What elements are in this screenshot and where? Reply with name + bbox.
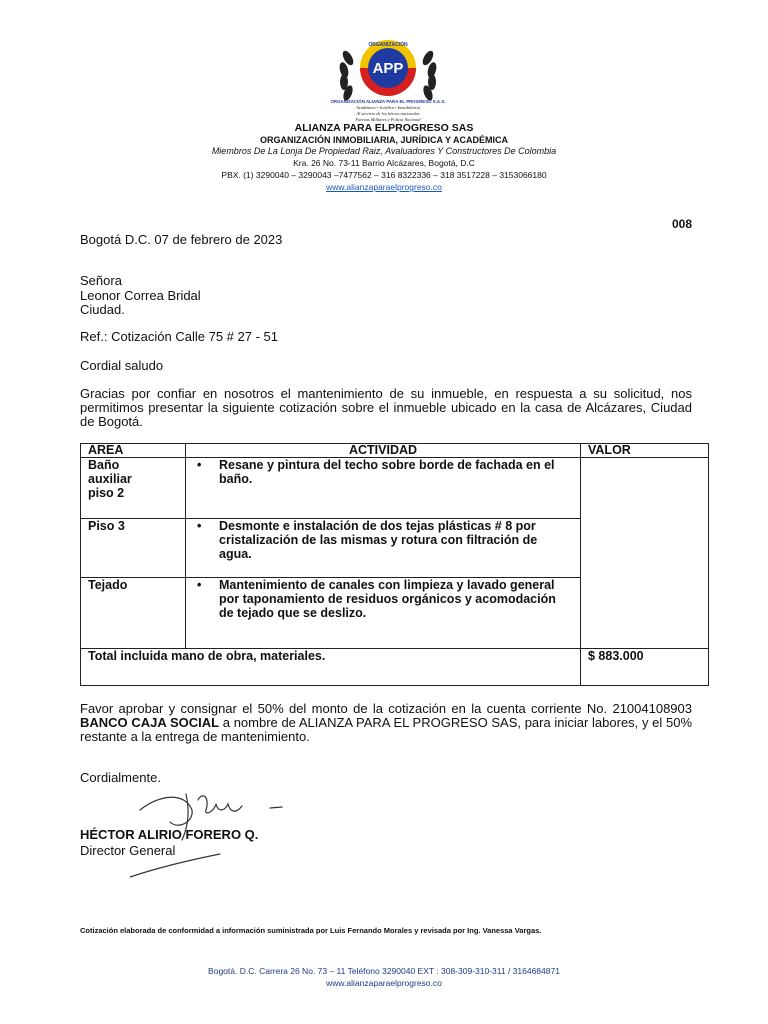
row-activity: • Desmonte e instalación de dos tejas plásticas # 8 por cristalización de las mismas y rotura con filtración de agua. (186, 519, 581, 578)
company-subtitle: ORGANIZACIÓN INMOBILIARIA, JURÍDICA Y ACADÉMICA (259, 135, 508, 145)
company-name: ALIANZA PARA ELPROGRESO SAS (294, 122, 474, 134)
recipient-name: Leonor Correa Bridal (80, 288, 201, 303)
letter-date: Bogotá D.C. 07 de febrero de 2023 (80, 232, 283, 247)
bullet-icon: • (197, 458, 202, 472)
value-cell-empty (581, 458, 709, 649)
total-value: $ 883.000 (581, 649, 709, 686)
company-logo (318, 36, 458, 124)
table-row (81, 458, 709, 519)
footer-address: Bogotá. D.C. Carrera 26 No. 73 – 11 Teléfono 3290040 EXT : 308-309-310-311 / 3164684871 (208, 966, 560, 976)
signer-name: HÉCTOR ALIRIO FORERO Q. (80, 827, 259, 842)
bank-name: BANCO CAJA SOCIAL (80, 715, 220, 730)
company-address: Kra. 26 No. 73-11 Barrio Alcázares, Bogotá, D.C (293, 158, 475, 168)
header-value: VALOR (581, 444, 709, 458)
quote-table (80, 443, 709, 686)
company-website-link[interactable]: www.alianzaparaelprogreso.co (326, 182, 442, 192)
greeting: Cordial saludo (80, 358, 164, 373)
row-area: Tejado (81, 578, 186, 649)
intro-paragraph: Gracias por confiar en nosotros el mantenimiento de su inmueble, en respuesta a su solicitud, nos permitimos presentar la siguiente cotización sobre el inmueble ubicado en la casa de Alcázares, Ciudad de Bogotá. (80, 386, 692, 429)
footer-website-link[interactable]: www.alianzaparaelprogreso.co (326, 978, 442, 988)
row-area: Piso 3 (81, 519, 186, 578)
svg-text:ORGANIZACIÓN ALIANZA PARA EL P: ORGANIZACIÓN ALIANZA PARA EL PROGRESO S.A.S. (330, 99, 446, 104)
recipient-city: Ciudad. (80, 302, 125, 317)
total-label: Total incluida mano de obra, materiales. (81, 649, 581, 686)
company-phones: PBX. (1) 3290040 – 3290043 –7477562 – 316 8322336 – 318 3517228 – 3153066180 (221, 170, 547, 180)
reference-line: Ref.: Cotización Calle 75 # 27 - 51 (80, 329, 278, 344)
document-number: 008 (671, 217, 692, 231)
company-membership: Miembros De La Lonja De Propiedad Raiz, Avaluadores Y Constructores De Colombia (211, 146, 557, 156)
svg-text:ORGANIZACIÓN: ORGANIZACIÓN (368, 42, 408, 48)
logo-text: APP (372, 60, 404, 77)
svg-text:Fuerzas Militares y Policía Na: Fuerzas Militares y Policía Nacional (355, 117, 421, 122)
footnote: Cotización elaborada de conformidad a información suministrada por Luis Fernando Morales y revisada por Ing. Vanessa Vargas. (80, 926, 542, 935)
recipient-title: Señora (80, 273, 122, 288)
row-area: Baño auxiliar piso 2 (81, 458, 186, 519)
row-activity: • Resane y pintura del techo sobre borde de fachada en el baño. (186, 458, 581, 519)
row-activity: • Mantenimiento de canales con limpieza y lavado general por taponamiento de residuos orgánicos y acomodación de tejado que se deslizo. (186, 578, 581, 649)
closing: Cordialmente. (80, 770, 161, 785)
table-total-row (81, 649, 709, 686)
signer-role: Director General (80, 843, 176, 858)
header-area: AREA (81, 444, 186, 458)
table-header-row (81, 444, 709, 458)
payment-paragraph: Favor aprobar y consignar el 50% del monto de la cotización en la cuenta corriente No. 21004108903 BANCO CAJA SOCIAL a nombre de ALIANZA PARA EL PROGRESO SAS, para iniciar labores, y el 50% restante a la entrega de mantenimiento. (80, 701, 692, 744)
svg-text:Al servicio de los héroes naci: Al servicio de los héroes nacionales (356, 111, 420, 116)
bullet-icon: • (197, 519, 202, 533)
header-activity: ACTIVIDAD (186, 444, 581, 458)
svg-text:Académica • Jurídica • Inmobil: Académica • Jurídica • Inmobiliaria (356, 105, 420, 110)
bullet-icon: • (197, 578, 202, 592)
